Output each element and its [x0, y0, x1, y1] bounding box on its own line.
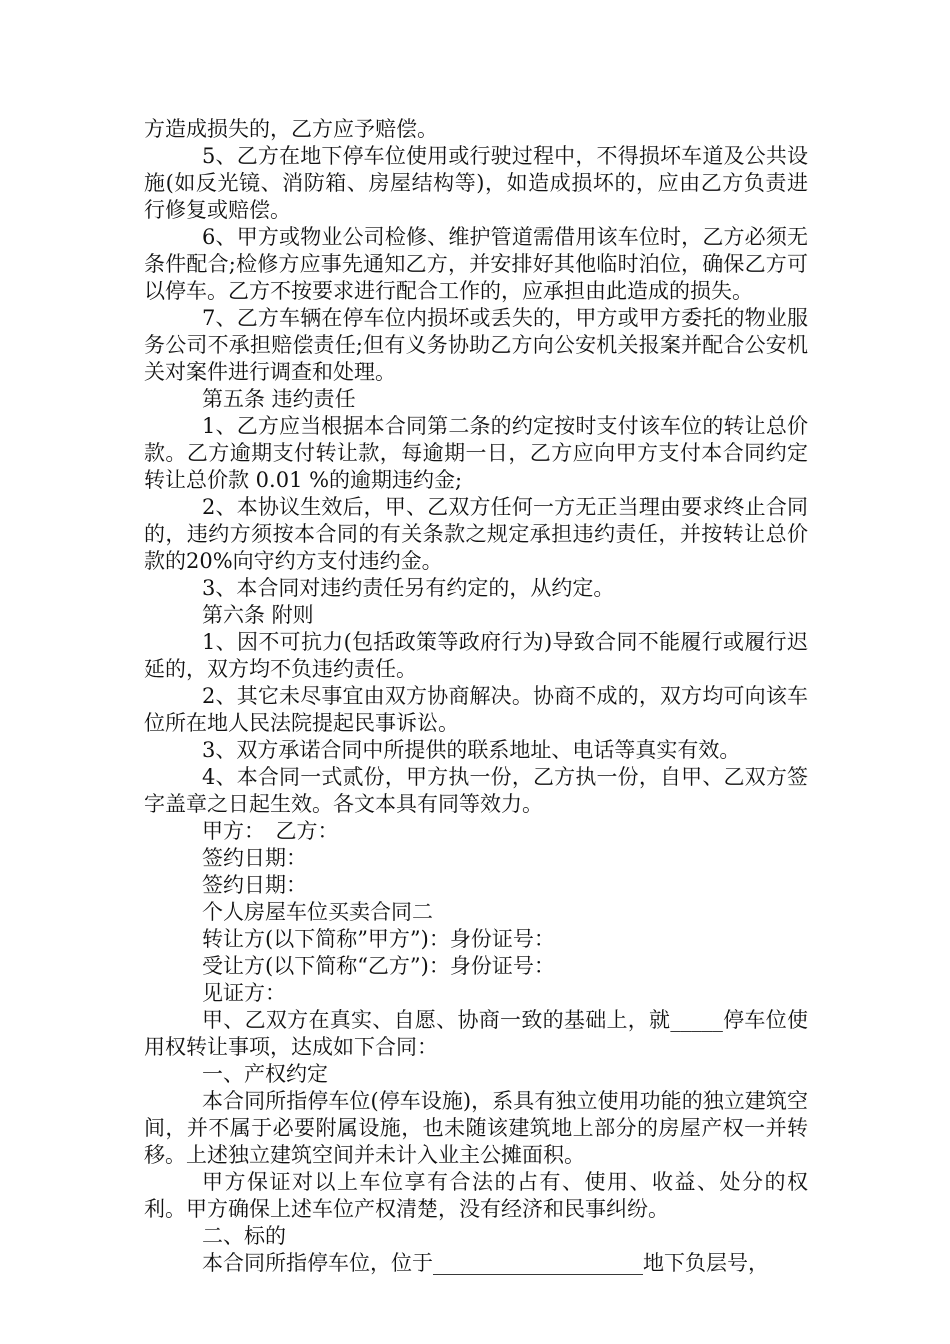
party-line: 受让方(以下简称“乙方”)：身份证号：	[202, 954, 555, 978]
paragraph: 本合同所指停车位，位于____________________地下负层号，	[202, 1251, 769, 1275]
paragraph: 3、本合同对违约责任另有约定的，从约定。	[202, 576, 615, 600]
paragraph: 2、其它未尽事宜由双方协商解决。协商不成的，双方均可向该车位所在地人民法院提起民事诉讼。	[144, 684, 808, 735]
paragraph: 6、甲方或物业公司检修、维护管道需借用该车位时，乙方必须无条件配合;检修方应事先通知乙方，并安排好其他临时泊位，确保乙方可以停车。乙方不按要求进行配合工作的，应承担由此造成的损失。	[144, 225, 808, 303]
paragraph: 3、双方承诺合同中所提供的联系地址、电话等真实有效。	[202, 738, 741, 762]
paragraph: 2、本协议生效后，甲、乙双方任何一方无正当理由要求终止合同的，违约方须按本合同的有关条款之规定承担违约责任，并按转让总价款的20%向守约方支付违约金。	[144, 495, 808, 573]
paragraph: 1、乙方应当根据本合同第二条的约定按时支付该车位的转让总价款。乙方逾期支付转让款，每逾期一日，乙方应向甲方支付本合同约定转让总价款 0.01 %的逾期违约金;	[144, 414, 808, 492]
paragraph: 本合同所指停车位(停车设施)，系具有独立使用功能的独立建筑空间，并不属于必要附属设施，也未随该建筑地上部分的房屋产权一并转移。上述独立建筑空间并未计入业主公摊面积。	[144, 1089, 808, 1167]
paragraph: 甲方保证对以上车位享有合法的占有、使用、收益、处分的权利。甲方确保上述车位产权清楚，没有经济和民事纠纷。	[144, 1170, 808, 1221]
section-heading: 二、标的	[202, 1224, 286, 1248]
section-heading: 第五条 违约责任	[202, 387, 356, 411]
paragraph: 4、本合同一式贰份，甲方执一份，乙方执一份，自甲、乙双方签字盖章之日起生效。各文本具有同等效力。	[144, 765, 808, 816]
signing-date-line: 签约日期：	[202, 873, 307, 897]
section-heading: 一、产权约定	[202, 1062, 328, 1086]
paragraph: 方造成损失的，乙方应予赔偿。	[144, 117, 438, 141]
paragraph: 5、乙方在地下停车位使用或行驶过程中，不得损坏车道及公共设施(如反光镜、消防箱、房屋结构等)，如造成损坏的，应由乙方负责进行修复或赔偿。	[144, 144, 808, 222]
document-title: 个人房屋车位买卖合同二	[202, 900, 433, 924]
document-page	[144, 116, 808, 1277]
paragraph: 1、因不可抗力(包括政策等政府行为)导致合同不能履行或履行迟延的，双方均不负违约责任。	[144, 630, 808, 681]
paragraph: 7、乙方车辆在停车位内损坏或丢失的，甲方或甲方委托的物业服务公司不承担赔偿责任;但有义务协助乙方向公安机关报案并配合公安机关对案件进行调查和处理。	[144, 306, 808, 384]
party-line: 转让方(以下简称”甲方”)：身份证号：	[202, 927, 555, 951]
signature-line: 甲方： 乙方：	[202, 819, 339, 843]
section-heading: 第六条 附则	[202, 603, 314, 627]
witness-line: 见证方：	[202, 981, 286, 1005]
signing-date-line: 签约日期：	[202, 846, 307, 870]
paragraph: 甲、乙双方在真实、自愿、协商一致的基础上，就_____停车位使用权转让事项，达成如下合同：	[144, 1008, 808, 1059]
